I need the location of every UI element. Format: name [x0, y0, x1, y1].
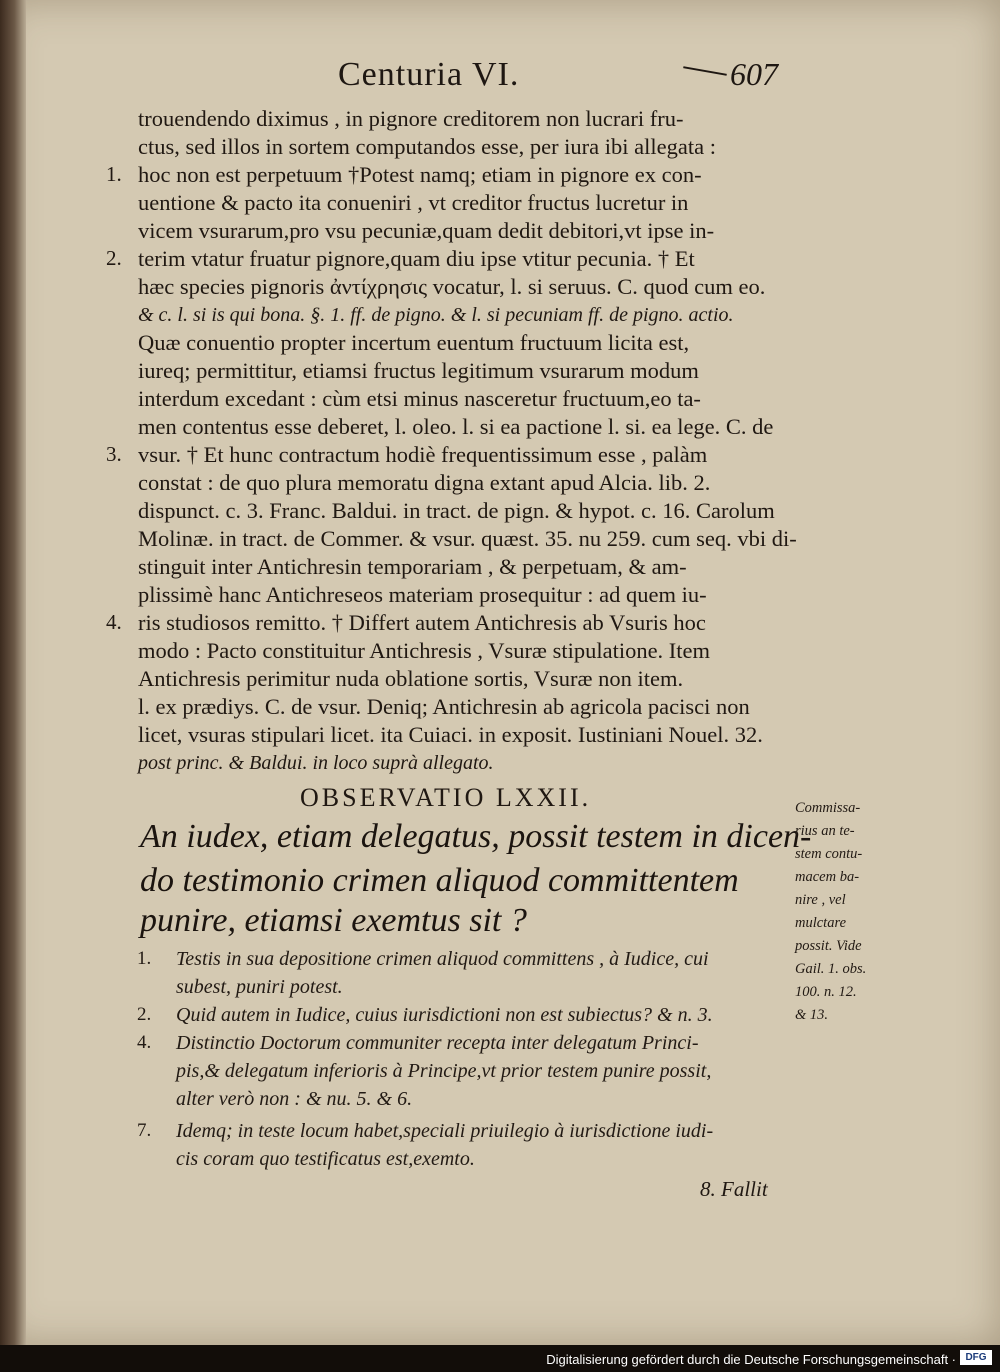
text-line: post princ. & Baldui. in loco suprà allegato.: [138, 752, 494, 774]
question-line: An iudex, etiam delegatus, possit testem in dicen-: [140, 818, 812, 855]
summary-number: 1.: [137, 948, 152, 969]
text-line: hoc non est perpetuum †Potest namq; etiam in pignore ex con-: [138, 162, 702, 187]
marginal-note: [795, 797, 905, 1027]
marginal-line: Commissa-: [795, 800, 861, 816]
text-line: l. ex prædiys. C. de vsur. Deniq; Antichresin ab agricola pacisci non: [138, 694, 750, 719]
funding-notice: Digitalisierung gefördert durch die Deutsche Forschungsgemeinschaft ·: [546, 1352, 956, 1367]
text-line: vsur. † Et hunc contractum hodiè frequentissimum esse , palàm: [138, 442, 708, 467]
marginal-line: rius an te-: [795, 823, 855, 839]
text-line: stinguit inter Antichresin temporariam , & perpetuam, & am-: [138, 554, 687, 579]
margin-number: 4.: [106, 610, 122, 634]
question-line: punire, etiamsi exemtus sit ?: [140, 902, 527, 939]
margin-number: 3.: [106, 442, 122, 466]
text-line: trouendendo diximus , in pignore creditorem non lucrari fru-: [138, 106, 684, 131]
text-line: iureq; permittitur, etiamsi fructus legitimum vsurarum modum: [138, 358, 699, 383]
question-line: do testimonio crimen aliquod committentem: [140, 862, 739, 899]
marginal-line: nire , vel: [795, 892, 846, 908]
text-line: men contentus esse deberet, l. oleo. l. si ea pactione l. si. ea lege. C. de: [138, 414, 774, 439]
text-line: licet, vsuras stipulari licet. ita Cuiaci. in exposit. Iustiniani Nouel. 32.: [138, 722, 763, 747]
footer-bar: [0, 1345, 1000, 1372]
catchword: 8. Fallit: [700, 1177, 768, 1201]
text-line: modo : Pacto constituitur Antichresis , Vsuræ stipulatione. Item: [138, 638, 711, 663]
summary-line: pis,& delegatum inferioris à Principe,vt prior testem punire possit,: [176, 1060, 712, 1082]
summary-line: Idemq; in teste locum habet,speciali priuilegio à iurisdictione iudi-: [176, 1120, 714, 1142]
summary-line: alter verò non : & nu. 5. & 6.: [176, 1088, 413, 1110]
margin-number: 2.: [106, 246, 122, 270]
text-line: dispunct. c. 3. Franc. Baldui. in tract. de pign. & hypot. c. 16. Carolum: [138, 498, 775, 523]
marginal-line: Gail. 1. obs.: [795, 961, 867, 977]
book-spine: [0, 0, 26, 1345]
dfg-logo-icon: DFG: [960, 1350, 992, 1365]
summary-line: subest, puniri potest.: [176, 976, 343, 998]
observatio-title: OBSERVATIO LXXII.: [300, 783, 592, 812]
summary-line: cis coram quo testificatus est,exemto.: [176, 1148, 475, 1170]
text-line: hæc species pignoris ἀντίχρησις vocatur, l. si seruus. C. quod cum eo.: [138, 274, 766, 299]
marginal-line: stem contu-: [795, 846, 863, 862]
text-line: uentione & pacto ita conueniri , vt creditor fructus lucretur in: [138, 190, 689, 215]
running-head: Centuria VI.: [338, 56, 520, 93]
text-line: ris studiosos remitto. † Differt autem Antichresis ab Vsuris hoc: [138, 610, 706, 635]
text-line: interdum excedant : cùm etsi minus nasceretur fructuum,eo ta-: [138, 386, 701, 411]
marginal-line: & 13.: [795, 1007, 829, 1023]
summary-line: Testis in sua depositione crimen aliquod committens , à Iudice, cui: [176, 948, 709, 970]
marginal-line: 100. n. 12.: [795, 984, 857, 1000]
text-line: terim vtatur fruatur pignore,quam diu ipse vtitur pecunia. † Et: [138, 246, 695, 271]
summary-number: 4.: [137, 1032, 152, 1053]
page-number: 607: [730, 56, 778, 92]
summary-line: Quid autem in Iudice, cuius iurisdictioni non est subiectus? & n. 3.: [176, 1004, 713, 1026]
marginal-line: possit. Vide: [795, 938, 862, 954]
marginal-line: macem ba-: [795, 869, 860, 885]
text-line: Antichresis perimitur nuda oblatione sortis, Vsuræ non item.: [138, 666, 684, 691]
text-line: Quæ conuentio propter incertum euentum fructuum licita est,: [138, 330, 690, 355]
text-line: & c. l. si is qui bona. §. 1. ff. de pigno. & l. si pecuniam ff. de pigno. actio.: [138, 304, 734, 326]
summary-number: 2.: [137, 1004, 152, 1025]
margin-number: 1.: [106, 162, 122, 186]
text-line: constat : de quo plura memoratu digna extant apud Alcia. lib. 2.: [138, 470, 711, 495]
page-header: [0, 56, 1000, 96]
marginal-line: mulctare: [795, 915, 847, 931]
summary-number: 7.: [137, 1120, 152, 1141]
text-line: ctus, sed illos in sortem computandos esse, per iura ibi allegata :: [138, 134, 716, 159]
text-line: vicem vsurarum,pro vsu pecuniæ,quam dedit debitori,vt ipse in-: [138, 218, 715, 243]
text-line: plissimè hanc Antichreseos materiam prosequitur : ad quem iu-: [138, 582, 707, 607]
summary-line: Distinctio Doctorum communiter recepta inter delegatum Princi-: [176, 1032, 699, 1054]
header-rule: [683, 66, 727, 76]
text-line: Molinæ. in tract. de Commer. & vsur. quæst. 35. nu 259. cum seq. vbi di-: [138, 526, 797, 551]
